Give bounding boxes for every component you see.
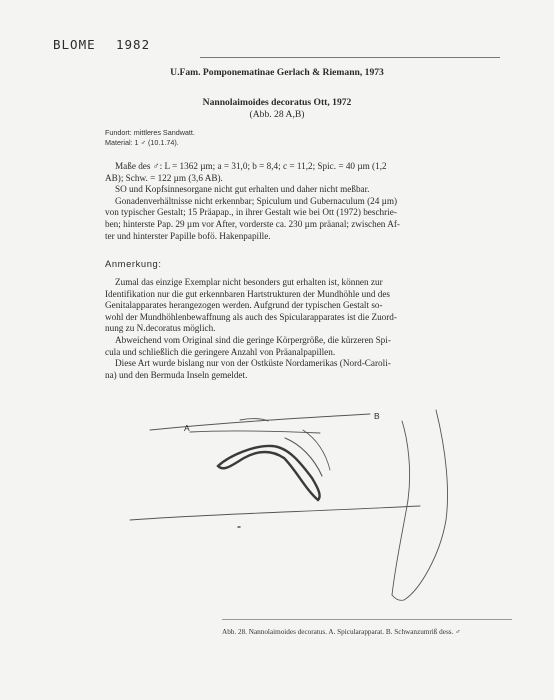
remark-line: cula und schließlich die geringere Anzahl von Präanalpapillen. bbox=[105, 346, 336, 357]
body-outline-lower bbox=[130, 506, 420, 520]
family-heading: U.Fam. Pomponematinae Gerlach & Riemann, 1973 bbox=[170, 67, 384, 78]
caption-rule bbox=[222, 619, 512, 620]
header-author: BLOME bbox=[53, 37, 96, 52]
remark-line: nung zu N.decoratus möglich. bbox=[105, 323, 216, 334]
species-heading: Nannolaimoides decoratus Ott, 1972 bbox=[202, 97, 352, 108]
figure-label-b: B bbox=[374, 411, 380, 421]
gubernaculum-outline bbox=[303, 430, 330, 470]
anmerkung-heading: Anmerkung: bbox=[105, 258, 162, 269]
header-year: 1982 bbox=[116, 37, 151, 52]
tail-outline-right bbox=[404, 410, 448, 600]
remark-line: Diese Art wurde bislang nur von der Ostküste Nordamerikas (Nord-Caroli- bbox=[115, 358, 391, 369]
measurements-line: AB); Schw. = 122 µm (3,6 AB). bbox=[105, 172, 223, 183]
remark-line: Identifikation nur die gut erkennbaren Hartstrukturen der Mundhöhle und des bbox=[105, 288, 390, 299]
figure-caption: Abb. 28. Nannolaimoides decoratus. A. Spicularapparat. B. Schwanzumriß dess. ♂ bbox=[222, 628, 461, 636]
gonad-line: Gonadenverhältnisse nicht erkennbar; Spiculum und Gubernaculum (24 µm) bbox=[115, 195, 398, 206]
gonad-line: von typischer Gestalt; 15 Präapap., in ihrer Gestalt wie bei Ott (1972) beschrie- bbox=[105, 207, 397, 218]
remark-line: Abweichend vom Original sind die geringe Körpergröße, die kürzeren Spi- bbox=[115, 334, 391, 345]
body-outline-inner bbox=[190, 431, 320, 433]
gubernaculum bbox=[285, 438, 322, 476]
remark-line: Genitalapparates herangezogen werden. Aufgrund der typischen Gestalt so- bbox=[105, 300, 383, 311]
remark-line: wohl der Mundhöhlenbewaffnung als auch des Spicularapparates ist die Zuord- bbox=[105, 311, 397, 322]
fundort-line: Fundort: mittleres Sandwatt. bbox=[105, 128, 195, 137]
gonad-line: ter und hinterster Papille bofö. Hakenpapille. bbox=[105, 230, 271, 241]
figure-reference: (Abb. 28 A,B) bbox=[249, 109, 305, 120]
tail-tip bbox=[392, 595, 404, 600]
figure-label-a: A bbox=[184, 423, 190, 433]
body-outline-upper bbox=[150, 414, 370, 430]
remark-line: Zumal das einzige Exemplar nicht besonders gut erhalten ist, können zur bbox=[115, 277, 383, 287]
tail-outline-left bbox=[392, 421, 410, 595]
so-line: SO und Kopfsinnesorgane nicht gut erhalten und daher nicht meßbar. bbox=[115, 184, 370, 195]
measurements-line: Maße des ♂: L = 1362 µm; a = 31,0; b = 8,4; c = 11,2; Spic. = 40 µm (1,2 bbox=[115, 161, 387, 171]
spicule bbox=[218, 446, 320, 500]
gonad-line: ben; hinterste Pap. 29 µm vor After, vorderste ca. 230 µm präanal; zwischen Af- bbox=[105, 218, 400, 229]
remark-line: na) und den Bermuda Inseln gemeldet. bbox=[105, 369, 248, 380]
material-line: Material: 1 ♂ (10.1.74). bbox=[105, 138, 179, 147]
